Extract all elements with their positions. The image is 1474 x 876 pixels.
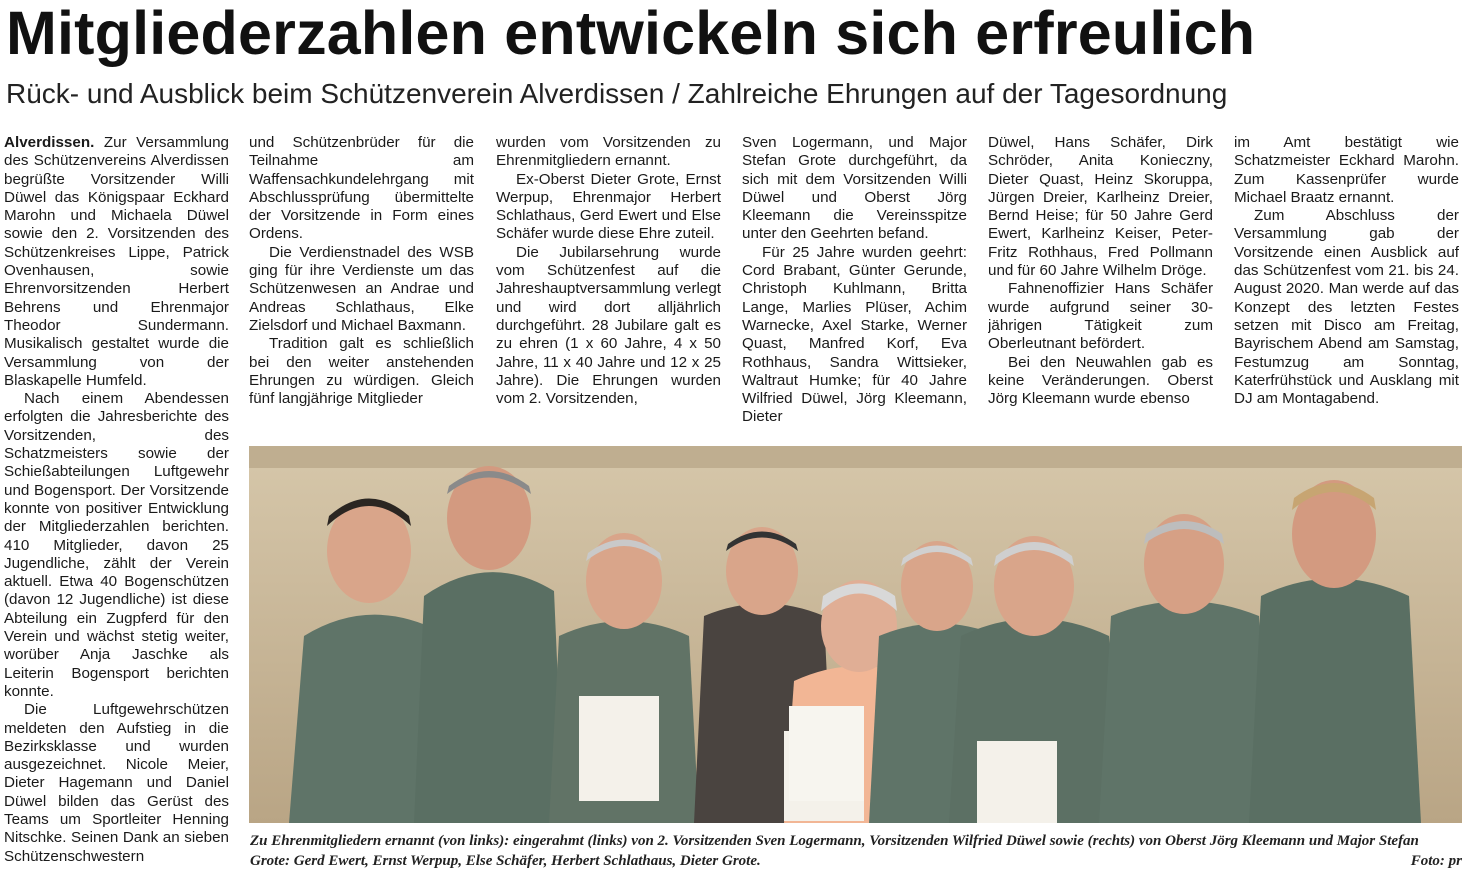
article-column-5: [988, 134, 1213, 434]
paragraph: Nach einem Abendessen erfolgten die Jahresberichte des Vorsitzenden, des Schatzmeisters sowie der Schießabteilungen Luftgewehr und Bogensport. Der Vorsitzende konnte von positiver Entwicklung der Mitgliederzahlen berichten. 410 Mitglieder, davon 25 Jugendliche, zählt der Verein aktuell. Etwa 40 Bogenschützen (davon 12 Jugendliche) ist diese Abteilung ein Zugpferd für den Verein und wächst stetig weiter, worüber Anja Jaschke als Leiterin Bogensport berichten konnte.: [4, 390, 229, 700]
paragraph: wurden vom Vorsitzenden zu Ehrenmitgliedern ernannt.: [496, 134, 721, 170]
dateline: Alverdissen.: [4, 134, 95, 151]
paragraph: Ex-Oberst Dieter Grote, Ernst Werpup, Ehrenmajor Herbert Schlathaus, Gerd Ewert und Else Schäfer wurde diese Ehre zuteil.: [496, 170, 721, 243]
article-column-4: [742, 134, 967, 434]
article-column-3: [496, 134, 721, 434]
photo-credit: Foto: pr: [1410, 853, 1462, 869]
caption-text: Zu Ehrenmitgliedern ernannt (von links): eingerahmt (links) von 2. Vorsitzenden Sven Logermann, Vorsitzenden Wilfried Düwel sowie (rechts) von Oberst Jörg Kleemann und Major Stefan Grote: Gerd Ewert, Ernst Werpup, Else Schäfer, Herbert Schlathaus, Dieter Grote.: [250, 833, 1419, 869]
photo-caption: [250, 831, 1462, 871]
group-photo: [249, 446, 1462, 823]
article-column-6: [1234, 134, 1459, 434]
paragraph: Die Luftgewehrschützen meldeten den Aufstieg in die Bezirksklasse und wurden ausgezeichnet. Nicole Meier, Dieter Hagemann und Daniel Düwel bilden das Gerüst des Teams um Sportleiter Henning Nitschke. Seinen Dank an sieben Schützenschwestern: [4, 701, 229, 865]
article-column-1: [4, 134, 229, 876]
paragraph: Sven Logermann, und Major Stefan Grote durchgeführt, da sich mit dem Vorsitzenden Willi Düwel und Oberst Jörg Kleemann die Vereinsspitze unter den Geehrten befand.: [742, 134, 967, 243]
paragraph: Die Verdienstnadel des WSB ging für ihre Verdienste um das Schützenwesen an Andrae und Andreas Schlathaus, Elke Zielsdorf und Michael Baxmann.: [249, 243, 474, 334]
paragraph: Bei den Neuwahlen gab es keine Veränderungen. Oberst Jörg Kleemann wurde ebenso: [988, 353, 1213, 408]
paragraph: im Amt bestätigt wie Schatzmeister Eckhard Marohn. Zum Kassenprüfer wurde Michael Braatz ernannt.: [1234, 134, 1459, 206]
paragraph: Tradition galt es schließlich bei den weiter anstehenden Ehrungen zu würdigen. Gleich fünf langjährige Mitglieder: [249, 335, 474, 408]
paragraph: und Schützenbrüder für die Teilnahme am Waffensachkundelehrgang mit Abschlussprüfung übermittelte der Vorsitzende in Form eines Ordens.: [249, 134, 474, 243]
paragraph: Zur Versammlung des Schützenvereins Alverdissen begrüßte Vorsitzender Willi Düwel das Königspaar Eckhard Marohn und Michaela Düwel sowie den 2. Vorsitzenden des Schützenkreises Lippe, Patrick Ovenhausen, sowie Ehrenvorsitzenden Herbert Behrens und Ehrenmajor Theodor Sundermann. Musikalisch gestaltet wurde die Versammlung von der Blaskapelle Humfeld.: [4, 134, 229, 389]
article-column-2: [249, 134, 474, 434]
subheadline: Rück- und Ausblick beim Schützenverein Alverdissen / Zahlreiche Ehrungen auf der Tagesordnung: [6, 78, 1228, 109]
paragraph: Zum Abschluss der Versammlung gab der Vorsitzende einen Ausblick auf das Schützenfest vom 21. bis 24. August 2020. Man werde auf das Konzept des letzten Festes setzen mit Disco am Freitag, Bayrischem Abend am Samstag, Festumzug am Sonntag, Katerfrühstück und Ausklang mit DJ am Montagabend.: [1234, 207, 1459, 408]
paragraph: Für 25 Jahre wurden geehrt: Cord Brabant, Günter Gerunde, Christoph Kuhlmann, Britta Lange, Marlies Plüser, Achim Warnecke, Axel Starke, Werner Quast, Manfred Korf, Eva Rothhaus, Sandra Wittsieker, Waltraut Humke; für 40 Jahre Wilfried Düwel, Jörg Kleemann, Dieter: [742, 243, 967, 426]
group-photo-illustration: [249, 446, 1462, 823]
paragraph: Die Jubilarsehrung wurde vom Schützenfest auf die Jahreshauptversammlung verlegt und wird dort alljährlich durchgeführt. 28 Jubilare galt es zu ehren (1 x 60 Jahre, 4 x 50 Jahre, 11 x 40 Jahre und 12 x 25 Jahre). Die Ehrungen wurden vom 2. Vorsitzenden,: [496, 243, 721, 408]
paragraph: Fahnenoffizier Hans Schäfer wurde aufgrund seiner 30-jährigen Tätigkeit zum Oberleutnant befördert.: [988, 280, 1213, 353]
headline: Mitgliederzahlen entwickeln sich erfreulich: [6, 0, 1256, 67]
paragraph: Düwel, Hans Schäfer, Dirk Schröder, Anita Konieczny, Dieter Quast, Heinz Skoruppa, Jürgen Dreier, Karlheinz Dreier, Bernd Heise; für 50 Jahre Gerd Ewert, Karlheinz Keiser, Peter-Fritz Rothhaus, Fred Pollmann und für 60 Jahre Wilhelm Dröge.: [988, 134, 1213, 280]
